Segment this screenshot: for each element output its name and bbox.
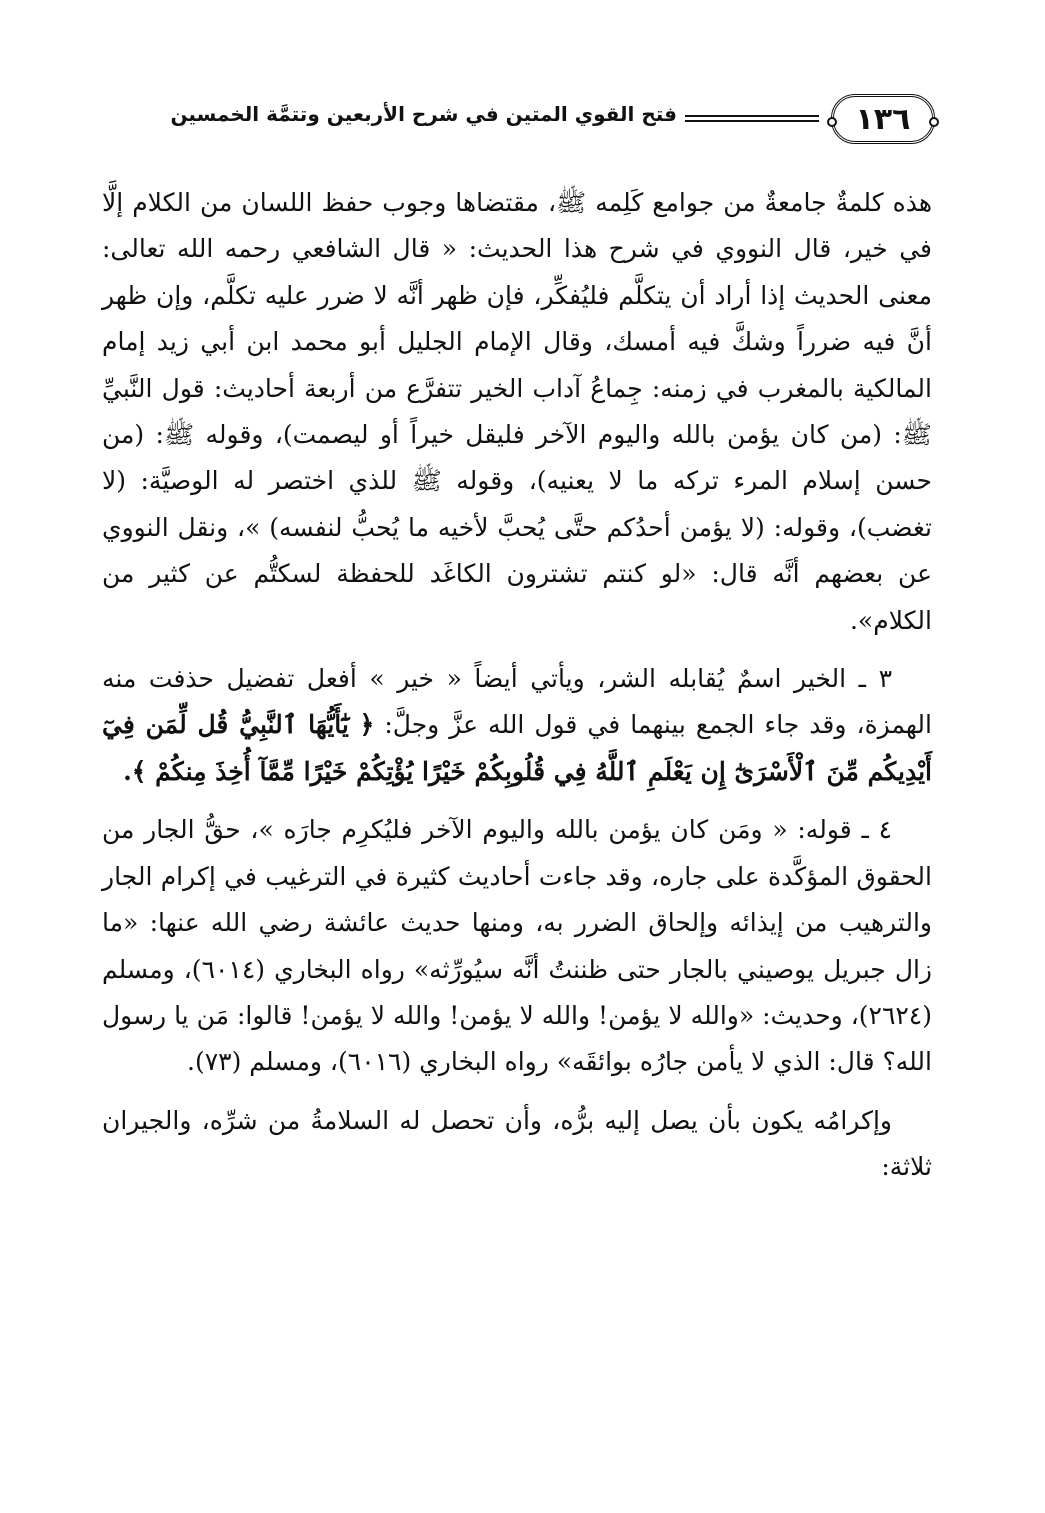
page-number-badge xyxy=(831,94,935,144)
paragraph-commentary: هذه كلمةٌ جامعةٌ من جوامع كَلِمه ﷺ، مقتضاها وجوب حفظ اللسان من الكلام إلَّا في خير، قال النووي في شرح هذا الحديث: « قال الشافعي رحمه الله تعالى: معنى الحديث إذا أراد أن يتكلَّم فليُفكِّر، فإن ظهر أنَّه لا ضرر عليه تكلَّم، وإن ظهر أنَّ فيه ضرراً وشكَّ فيه أمسك، وقال الإمام الجليل أبو محمد ابن أبي زيد إمام المالكية بالمغرب في زمنه: جِماعُ آداب الخير تتفرَّع من أربعة أحاديث: قول النَّبيِّ ﷺ: (من كان يؤمن بالله واليوم الآخر فليقل خيراً أو ليصمت)، وقوله ﷺ: (من حسن إسلام المرء تركه ما لا يعنيه)، وقوله ﷺ للذي اختصر له الوصيَّة: (لا تغضب)، وقوله: (لا يؤمن أحدُكم حتَّى يُحبَّ لأخيه ما يُحبُّ لنفسه) »، ونقل النووي عن بعضهم أنَّه قال: «لو كنتم تشترون الكاغَد للحفظة لسكتُّم عن كثير من الكلام». xyxy=(102,188,932,635)
badge-ornament-left xyxy=(827,117,837,127)
header-divider-rule xyxy=(685,115,819,122)
page-number: ١٣٦ xyxy=(855,101,911,137)
point-3-text: ٣ ـ الخير اسمٌ يُقابله الشر، ويأتي أيضاً « خير » أفعل تفضيل حذفت منه الهمزة، وقد جاء الجمع بينهما في قول الله عزَّ وجلَّ: xyxy=(102,664,932,740)
paragraph-neighbours: وإكرامُه يكون بأن يصل إليه برُّه، وأن تحصل له السلامةُ من شرِّه، والجيران ثلاثة: xyxy=(102,1105,932,1182)
running-book-title: فتح القوي المتين في شرح الأربعين وتتمَّة الخمسين xyxy=(170,102,677,126)
page-body xyxy=(102,180,932,1191)
page-header xyxy=(95,88,935,154)
paragraph-point-4: ٤ ـ قوله: « ومَن كان يؤمن بالله واليوم الآخر فليُكرِم جارَه »، حقُّ الجار من الحقوق المؤكَّدة على جاره، وقد جاءت أحاديث كثيرة في الترغيب في إكرام الجار والترهيب من إيذائه وإلحاق الضرر به، ومنها حديث عائشة رضي الله عنها: «ما زال جبريل يوصيني بالجار حتى ظننتُ أنَّه سيُورِّثه» رواه البخاري (٦٠١٤)، ومسلم (٢٦٢٤)، وحديث: «والله لا يؤمن! والله لا يؤمن! والله لا يؤمن! قالوا: مَن يا رسول الله؟ قال: الذي لا يأمن جارُه بوائقَه» رواه البخاري (٦٠١٦)، ومسلم (٧٣). xyxy=(102,815,932,1077)
quran-verse: ﴿ يَٰٓأَيُّهَا ٱلنَّبِيُّ قُل لِّمَن فِيٓ أَيْدِيكُم مِّنَ ٱلْأَسْرَىٰٓ إِن يَعْلَمِ ٱللَّهُ فِي قُلُوبِكُمْ خَيْرًا يُؤْتِكُمْ خَيْرًا مِّمَّآ أُخِذَ مِنكُمْ ﴾. xyxy=(102,710,932,786)
badge-ornament-right xyxy=(929,117,939,127)
paragraph-point-3 xyxy=(102,656,932,795)
